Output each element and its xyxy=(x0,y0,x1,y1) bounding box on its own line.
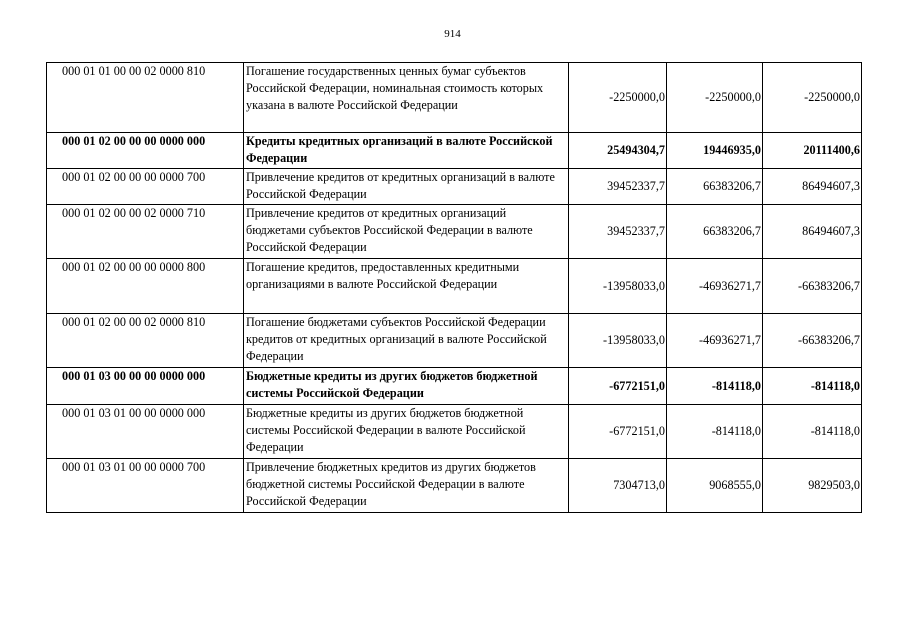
value-year-3: -66383206,7 xyxy=(763,259,862,314)
value-year-3: -2250000,0 xyxy=(763,63,862,133)
value-year-1: 39452337,7 xyxy=(569,205,667,259)
value-year-3: -66383206,7 xyxy=(763,314,862,368)
value-year-1: -13958033,0 xyxy=(569,314,667,368)
row-description: Погашение бюджетами субъектов Российской Федерации кредитов от кредитных организаций в валюте Российской Федерации xyxy=(244,314,569,368)
budget-code: 000 01 03 01 00 00 0000 700 xyxy=(47,459,244,513)
value-year-1: 7304713,0 xyxy=(569,459,667,513)
budget-code: 000 01 02 00 00 00 0000 800 xyxy=(47,259,244,314)
table-body xyxy=(47,63,862,513)
value-year-1: -13958033,0 xyxy=(569,259,667,314)
table-row xyxy=(47,314,862,368)
row-description: Погашение кредитов, предоставленных кредитными организациями в валюте Российской Федерации xyxy=(244,259,569,314)
value-year-2: 66383206,7 xyxy=(667,169,763,205)
budget-code: 000 01 02 00 00 02 0000 710 xyxy=(47,205,244,259)
table-row xyxy=(47,405,862,459)
table-row xyxy=(47,63,862,133)
row-description: Кредиты кредитных организаций в валюте Российской Федерации xyxy=(244,133,569,169)
value-year-2: -2250000,0 xyxy=(667,63,763,133)
value-year-1: -2250000,0 xyxy=(569,63,667,133)
table-row xyxy=(47,133,862,169)
budget-code: 000 01 02 00 00 00 0000 700 xyxy=(47,169,244,205)
budget-code: 000 01 02 00 00 00 0000 000 xyxy=(47,133,244,169)
value-year-1: -6772151,0 xyxy=(569,405,667,459)
value-year-2: 66383206,7 xyxy=(667,205,763,259)
value-year-3: 20111400,6 xyxy=(763,133,862,169)
value-year-2: -814118,0 xyxy=(667,405,763,459)
row-description: Привлечение бюджетных кредитов из других бюджетов бюджетной системы Российской Федерации в валюте Российской Федерации xyxy=(244,459,569,513)
value-year-3: -814118,0 xyxy=(763,405,862,459)
table-row xyxy=(47,368,862,405)
value-year-1: 25494304,7 xyxy=(569,133,667,169)
table-row xyxy=(47,259,862,314)
row-description: Привлечение кредитов от кредитных организаций в валюте Российской Федерации xyxy=(244,169,569,205)
budget-sources-table xyxy=(46,62,862,513)
value-year-3: 86494607,3 xyxy=(763,169,862,205)
budget-code: 000 01 03 00 00 00 0000 000 xyxy=(47,368,244,405)
page-number: 914 xyxy=(444,28,461,40)
table-row xyxy=(47,169,862,205)
table-row xyxy=(47,205,862,259)
table-row xyxy=(47,459,862,513)
value-year-1: -6772151,0 xyxy=(569,368,667,405)
value-year-3: -814118,0 xyxy=(763,368,862,405)
value-year-2: 9068555,0 xyxy=(667,459,763,513)
value-year-1: 39452337,7 xyxy=(569,169,667,205)
budget-code: 000 01 03 01 00 00 0000 000 xyxy=(47,405,244,459)
row-description: Бюджетные кредиты из других бюджетов бюджетной системы Российской Федерации xyxy=(244,368,569,405)
value-year-3: 86494607,3 xyxy=(763,205,862,259)
row-description: Бюджетные кредиты из других бюджетов бюджетной системы Российской Федерации в валюте Российской Федерации xyxy=(244,405,569,459)
value-year-2: -46936271,7 xyxy=(667,314,763,368)
row-description: Погашение государственных ценных бумаг субъектов Российской Федерации, номинальная стоимость которых указана в валюте Российской Федерации xyxy=(244,63,569,133)
value-year-2: -46936271,7 xyxy=(667,259,763,314)
budget-code: 000 01 02 00 00 02 0000 810 xyxy=(47,314,244,368)
value-year-2: 19446935,0 xyxy=(667,133,763,169)
value-year-2: -814118,0 xyxy=(667,368,763,405)
value-year-3: 9829503,0 xyxy=(763,459,862,513)
row-description: Привлечение кредитов от кредитных организаций бюджетами субъектов Российской Федерации в валюте Российской Федерации xyxy=(244,205,569,259)
budget-code: 000 01 01 00 00 02 0000 810 xyxy=(47,63,244,133)
